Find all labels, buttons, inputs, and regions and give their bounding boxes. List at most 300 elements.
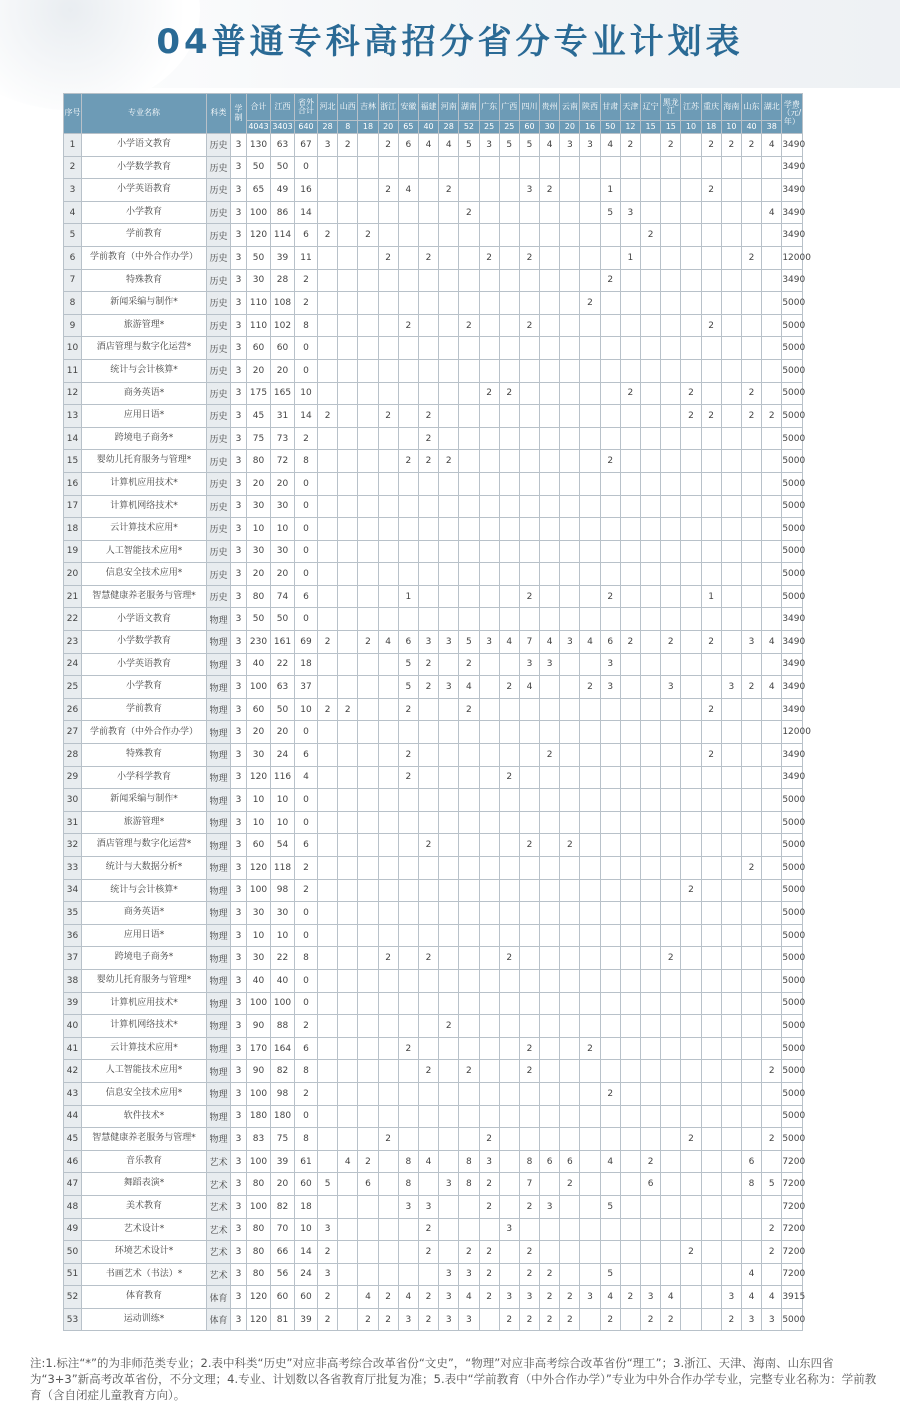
cell-value bbox=[721, 857, 741, 880]
cell-years: 3 bbox=[231, 969, 247, 992]
cell-years: 3 bbox=[231, 1173, 247, 1196]
cell-value bbox=[318, 969, 338, 992]
cell-value bbox=[741, 698, 761, 721]
cell-value: 10 bbox=[295, 382, 318, 405]
cell-value bbox=[701, 246, 721, 269]
cell-value bbox=[741, 585, 761, 608]
cell-value bbox=[681, 292, 701, 315]
cell-subject: 艺术 bbox=[207, 1150, 231, 1173]
cell-subject: 物理 bbox=[207, 653, 231, 676]
cell-value bbox=[560, 495, 580, 518]
cell-subject: 历史 bbox=[207, 450, 231, 473]
cell-value bbox=[378, 224, 398, 247]
cell-value: 180 bbox=[271, 1105, 295, 1128]
cell-value bbox=[661, 1037, 681, 1060]
cell-value: 3 bbox=[459, 1308, 479, 1331]
cell-seq: 5 bbox=[64, 224, 82, 247]
cell-value bbox=[439, 1150, 459, 1173]
cell-value bbox=[398, 269, 418, 292]
cell-value: 1 bbox=[398, 585, 418, 608]
cell-seq: 41 bbox=[64, 1037, 82, 1060]
cell-value bbox=[661, 1082, 681, 1105]
table-row bbox=[64, 1105, 861, 1128]
cell-seq: 2 bbox=[64, 156, 82, 179]
cell-major-name: 小学数学教育 bbox=[82, 631, 207, 654]
cell-value: 72 bbox=[271, 450, 295, 473]
cell-value: 20 bbox=[271, 359, 295, 382]
cell-value: 2 bbox=[540, 744, 560, 767]
cell-value bbox=[439, 1105, 459, 1128]
cell-value bbox=[338, 969, 358, 992]
cell-value bbox=[600, 405, 620, 428]
cell-value bbox=[681, 1308, 701, 1331]
cell-value bbox=[721, 269, 741, 292]
cell-value: 2 bbox=[459, 698, 479, 721]
cell-seq: 45 bbox=[64, 1128, 82, 1151]
cell-value: 3 bbox=[418, 631, 438, 654]
cell-value bbox=[338, 382, 358, 405]
cell-subject: 体育 bbox=[207, 1308, 231, 1331]
cell-total: 20 bbox=[247, 359, 271, 382]
cell-value bbox=[358, 1105, 378, 1128]
cell-value bbox=[418, 789, 438, 812]
cell-value bbox=[338, 766, 358, 789]
cell-value bbox=[540, 857, 560, 880]
cell-fee: 5000 bbox=[782, 924, 802, 947]
cell-value bbox=[560, 1128, 580, 1151]
cell-seq: 9 bbox=[64, 314, 82, 337]
cell-value bbox=[681, 495, 701, 518]
table-row bbox=[64, 1263, 861, 1286]
cell-value: 0 bbox=[295, 518, 318, 541]
cell-value: 3 bbox=[479, 631, 499, 654]
cell-value bbox=[459, 269, 479, 292]
cell-value: 28 bbox=[271, 269, 295, 292]
cell-value bbox=[338, 1195, 358, 1218]
cell-value bbox=[741, 563, 761, 586]
cell-value bbox=[681, 1150, 701, 1173]
cell-value: 3 bbox=[398, 1308, 418, 1331]
cell-subject: 历史 bbox=[207, 337, 231, 360]
cell-value: 4 bbox=[762, 676, 782, 699]
cell-major-name: 计算机应用技术* bbox=[82, 472, 207, 495]
cell-value: 2 bbox=[762, 1128, 782, 1151]
cell-value bbox=[701, 608, 721, 631]
cell-value bbox=[580, 653, 600, 676]
table-row bbox=[64, 246, 861, 269]
cell-value bbox=[701, 947, 721, 970]
cell-value bbox=[741, 721, 761, 744]
cell-value bbox=[661, 1105, 681, 1128]
cell-value bbox=[358, 1015, 378, 1038]
cell-major-name: 旅游管理* bbox=[82, 314, 207, 337]
cell-value bbox=[600, 246, 620, 269]
cell-value bbox=[701, 495, 721, 518]
cell-value bbox=[358, 1195, 378, 1218]
cell-value bbox=[499, 201, 519, 224]
cell-value bbox=[762, 924, 782, 947]
cell-value: 8 bbox=[295, 450, 318, 473]
cell-years: 3 bbox=[231, 585, 247, 608]
cell-value bbox=[721, 540, 741, 563]
header-total-count: 18 bbox=[358, 121, 378, 134]
cell-value bbox=[398, 834, 418, 857]
header-total-count: 38 bbox=[762, 121, 782, 134]
cell-value bbox=[318, 744, 338, 767]
cell-value bbox=[398, 1082, 418, 1105]
cell-value bbox=[519, 1105, 539, 1128]
cell-value bbox=[661, 179, 681, 202]
cell-value bbox=[741, 834, 761, 857]
cell-value bbox=[318, 246, 338, 269]
cell-fee: 3490 bbox=[782, 608, 802, 631]
cell-value bbox=[701, 1286, 721, 1309]
cell-value bbox=[499, 1105, 519, 1128]
cell-value bbox=[741, 653, 761, 676]
cell-value bbox=[318, 292, 338, 315]
cell-value bbox=[580, 585, 600, 608]
cell-value: 75 bbox=[271, 1128, 295, 1151]
cell-total: 120 bbox=[247, 224, 271, 247]
cell-value bbox=[540, 834, 560, 857]
cell-value bbox=[499, 834, 519, 857]
cell-value bbox=[519, 540, 539, 563]
cell-fee: 3490 bbox=[782, 201, 802, 224]
cell-value: 2 bbox=[519, 1195, 539, 1218]
cell-value: 20 bbox=[271, 472, 295, 495]
cell-value bbox=[701, 1150, 721, 1173]
cell-total: 80 bbox=[247, 1218, 271, 1241]
cell-value: 2 bbox=[519, 1241, 539, 1264]
cell-value: 2 bbox=[499, 766, 519, 789]
cell-value: 18 bbox=[295, 1195, 318, 1218]
cell-value bbox=[338, 1286, 358, 1309]
cell-value bbox=[661, 698, 681, 721]
cell-value bbox=[338, 1060, 358, 1083]
cell-value bbox=[479, 721, 499, 744]
cell-value bbox=[600, 563, 620, 586]
cell-value bbox=[762, 653, 782, 676]
cell-value bbox=[741, 224, 761, 247]
cell-value bbox=[701, 1218, 721, 1241]
cell-value bbox=[318, 902, 338, 925]
cell-major-name: 云计算技术应用* bbox=[82, 518, 207, 541]
cell-value bbox=[519, 224, 539, 247]
cell-value: 2 bbox=[701, 314, 721, 337]
table-row bbox=[64, 405, 861, 428]
header-total-count: 40 bbox=[741, 121, 761, 134]
cell-total: 60 bbox=[247, 698, 271, 721]
cell-value bbox=[398, 359, 418, 382]
cell-fee: 5000 bbox=[782, 450, 802, 473]
cell-value: 2 bbox=[681, 879, 701, 902]
cell-value bbox=[741, 1195, 761, 1218]
cell-years: 3 bbox=[231, 1015, 247, 1038]
cell-value bbox=[540, 1173, 560, 1196]
cell-value bbox=[641, 337, 661, 360]
cell-years: 3 bbox=[231, 879, 247, 902]
cell-value bbox=[762, 879, 782, 902]
cell-value: 50 bbox=[271, 608, 295, 631]
cell-value bbox=[620, 224, 640, 247]
cell-value bbox=[641, 179, 661, 202]
cell-value bbox=[762, 269, 782, 292]
cell-value bbox=[479, 156, 499, 179]
cell-value bbox=[519, 1015, 539, 1038]
cell-subject: 物理 bbox=[207, 789, 231, 812]
cell-years: 3 bbox=[231, 405, 247, 428]
cell-value bbox=[600, 857, 620, 880]
cell-value bbox=[620, 179, 640, 202]
cell-value bbox=[661, 427, 681, 450]
cell-value: 3 bbox=[318, 1263, 338, 1286]
cell-total: 90 bbox=[247, 1015, 271, 1038]
cell-years: 3 bbox=[231, 947, 247, 970]
cell-value bbox=[318, 518, 338, 541]
cell-value bbox=[318, 608, 338, 631]
cell-value bbox=[479, 405, 499, 428]
table-row bbox=[64, 495, 861, 518]
cell-value bbox=[741, 201, 761, 224]
cell-value bbox=[398, 879, 418, 902]
cell-value bbox=[681, 1082, 701, 1105]
cell-value bbox=[398, 857, 418, 880]
cell-value bbox=[439, 405, 459, 428]
cell-value bbox=[418, 314, 438, 337]
cell-total: 30 bbox=[247, 269, 271, 292]
cell-value bbox=[620, 337, 640, 360]
cell-value bbox=[459, 1105, 479, 1128]
cell-value bbox=[661, 902, 681, 925]
cell-value bbox=[459, 857, 479, 880]
cell-value bbox=[499, 698, 519, 721]
cell-value bbox=[701, 879, 721, 902]
cell-value bbox=[519, 1128, 539, 1151]
cell-value: 2 bbox=[560, 1308, 580, 1331]
cell-value bbox=[681, 969, 701, 992]
cell-total: 100 bbox=[247, 1195, 271, 1218]
cell-value: 2 bbox=[762, 405, 782, 428]
cell-value bbox=[318, 585, 338, 608]
cell-major-name: 旅游管理* bbox=[82, 811, 207, 834]
cell-value bbox=[641, 721, 661, 744]
cell-value: 14 bbox=[295, 201, 318, 224]
cell-total: 80 bbox=[247, 450, 271, 473]
cell-value bbox=[641, 1037, 661, 1060]
cell-value bbox=[580, 902, 600, 925]
cell-fee: 5000 bbox=[782, 1128, 802, 1151]
cell-value: 10 bbox=[271, 924, 295, 947]
cell-value: 5 bbox=[318, 1173, 338, 1196]
cell-value: 88 bbox=[271, 1015, 295, 1038]
cell-value bbox=[479, 201, 499, 224]
cell-value: 4 bbox=[762, 631, 782, 654]
cell-value bbox=[560, 1082, 580, 1105]
cell-value bbox=[641, 676, 661, 699]
cell-value bbox=[358, 472, 378, 495]
cell-value: 3 bbox=[519, 653, 539, 676]
cell-value bbox=[681, 1105, 701, 1128]
cell-seq: 6 bbox=[64, 246, 82, 269]
cell-value bbox=[721, 246, 741, 269]
cell-major-name: 酒店管理与数字化运营* bbox=[82, 834, 207, 857]
cell-seq: 12 bbox=[64, 382, 82, 405]
header-total-count: 18 bbox=[701, 121, 721, 134]
cell-value bbox=[721, 292, 741, 315]
cell-value bbox=[479, 811, 499, 834]
cell-value bbox=[378, 495, 398, 518]
cell-major-name: 体育教育 bbox=[82, 1286, 207, 1309]
cell-value bbox=[338, 721, 358, 744]
header-total-count: 12 bbox=[620, 121, 640, 134]
cell-value: 2 bbox=[439, 450, 459, 473]
cell-years: 3 bbox=[231, 1150, 247, 1173]
cell-value: 2 bbox=[378, 1286, 398, 1309]
cell-value: 3 bbox=[620, 201, 640, 224]
cell-value bbox=[378, 382, 398, 405]
cell-value: 10 bbox=[271, 789, 295, 812]
cell-value: 2 bbox=[418, 1308, 438, 1331]
cell-value bbox=[439, 427, 459, 450]
cell-value: 4 bbox=[398, 1286, 418, 1309]
cell-value bbox=[358, 1263, 378, 1286]
cell-value bbox=[681, 811, 701, 834]
cell-years: 3 bbox=[231, 314, 247, 337]
cell-value bbox=[661, 224, 681, 247]
table-row bbox=[64, 1218, 861, 1241]
cell-value bbox=[721, 879, 741, 902]
cell-value bbox=[439, 269, 459, 292]
cell-value bbox=[741, 337, 761, 360]
cell-value: 20 bbox=[271, 721, 295, 744]
cell-value bbox=[398, 156, 418, 179]
cell-value bbox=[479, 608, 499, 631]
cell-value bbox=[701, 1082, 721, 1105]
cell-value bbox=[580, 698, 600, 721]
table-row bbox=[64, 427, 861, 450]
table-row bbox=[64, 134, 861, 157]
cell-value: 2 bbox=[318, 631, 338, 654]
cell-value bbox=[318, 947, 338, 970]
cell-value bbox=[560, 585, 580, 608]
cell-value bbox=[318, 156, 338, 179]
cell-value: 2 bbox=[701, 744, 721, 767]
cell-seq: 36 bbox=[64, 924, 82, 947]
cell-major-name: 学前教育 bbox=[82, 224, 207, 247]
cell-value bbox=[600, 1060, 620, 1083]
cell-value bbox=[721, 1128, 741, 1151]
cell-value: 2 bbox=[540, 1308, 560, 1331]
cell-value bbox=[439, 1218, 459, 1241]
cell-value: 2 bbox=[560, 834, 580, 857]
cell-value bbox=[540, 156, 560, 179]
cell-value: 4 bbox=[459, 1286, 479, 1309]
cell-value bbox=[459, 563, 479, 586]
cell-value bbox=[580, 1082, 600, 1105]
header-total-count: 16 bbox=[580, 121, 600, 134]
header-total-count: 640 bbox=[295, 121, 318, 134]
cell-value bbox=[318, 766, 338, 789]
cell-value bbox=[721, 653, 741, 676]
cell-value bbox=[378, 1218, 398, 1241]
cell-value bbox=[398, 201, 418, 224]
cell-value: 2 bbox=[681, 405, 701, 428]
cell-value bbox=[600, 924, 620, 947]
cell-value bbox=[338, 879, 358, 902]
cell-value bbox=[439, 246, 459, 269]
cell-value bbox=[641, 608, 661, 631]
header-total-count: 4043 bbox=[247, 121, 271, 134]
cell-value bbox=[701, 472, 721, 495]
cell-value: 0 bbox=[295, 969, 318, 992]
cell-seq: 28 bbox=[64, 744, 82, 767]
table-row bbox=[64, 1286, 861, 1309]
cell-value: 73 bbox=[271, 427, 295, 450]
cell-value bbox=[721, 698, 741, 721]
cell-value bbox=[439, 201, 459, 224]
cell-subject: 物理 bbox=[207, 857, 231, 880]
cell-subject: 物理 bbox=[207, 992, 231, 1015]
cell-value bbox=[661, 359, 681, 382]
table-row bbox=[64, 789, 861, 812]
cell-value: 16 bbox=[295, 179, 318, 202]
cell-value bbox=[681, 676, 701, 699]
cell-value bbox=[358, 608, 378, 631]
cell-value bbox=[641, 269, 661, 292]
cell-value bbox=[439, 992, 459, 1015]
cell-value bbox=[418, 902, 438, 925]
cell-value bbox=[459, 1218, 479, 1241]
table-row bbox=[64, 1060, 861, 1083]
cell-value bbox=[439, 811, 459, 834]
cell-value bbox=[479, 744, 499, 767]
table-row bbox=[64, 721, 861, 744]
cell-value bbox=[540, 698, 560, 721]
cell-value: 2 bbox=[378, 1308, 398, 1331]
cell-value bbox=[580, 969, 600, 992]
cell-value: 2 bbox=[701, 698, 721, 721]
cell-value bbox=[560, 698, 580, 721]
cell-fee: 3490 bbox=[782, 744, 802, 767]
cell-value bbox=[661, 857, 681, 880]
cell-value: 4 bbox=[762, 134, 782, 157]
cell-value bbox=[540, 427, 560, 450]
cell-value bbox=[620, 1037, 640, 1060]
cell-value bbox=[418, 924, 438, 947]
cell-value bbox=[499, 811, 519, 834]
cell-value bbox=[338, 292, 358, 315]
cell-value bbox=[378, 585, 398, 608]
cell-value bbox=[418, 540, 438, 563]
cell-value bbox=[499, 224, 519, 247]
cell-value bbox=[741, 179, 761, 202]
cell-value bbox=[762, 495, 782, 518]
table-row bbox=[64, 1015, 861, 1038]
cell-value bbox=[580, 811, 600, 834]
cell-value bbox=[459, 585, 479, 608]
cell-value: 60 bbox=[295, 1286, 318, 1309]
cell-value bbox=[418, 1082, 438, 1105]
cell-value bbox=[418, 495, 438, 518]
cell-total: 10 bbox=[247, 924, 271, 947]
cell-major-name: 人工智能技术应用* bbox=[82, 1060, 207, 1083]
cell-value bbox=[741, 1037, 761, 1060]
cell-value bbox=[378, 1241, 398, 1264]
cell-value bbox=[540, 608, 560, 631]
cell-value: 50 bbox=[271, 698, 295, 721]
cell-value: 2 bbox=[418, 653, 438, 676]
cell-value bbox=[762, 1105, 782, 1128]
